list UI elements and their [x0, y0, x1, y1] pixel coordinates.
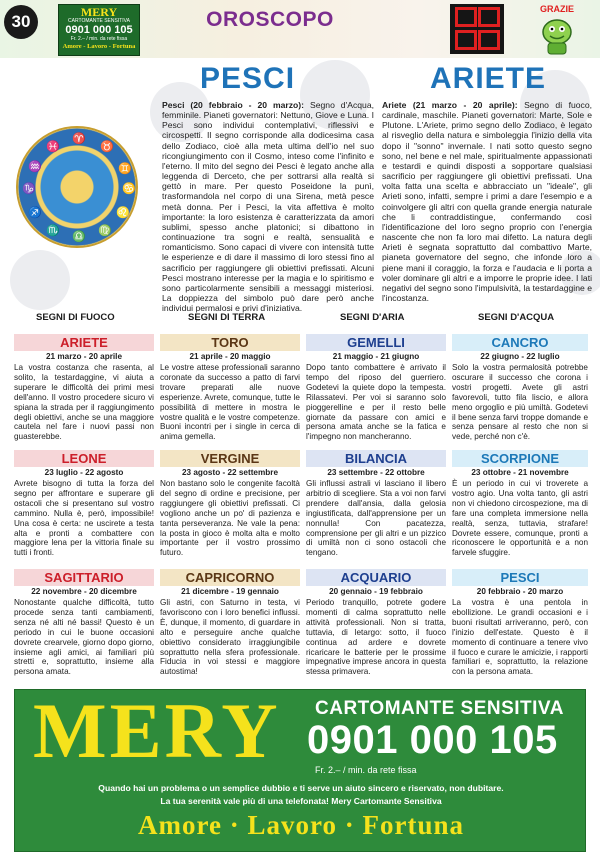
sign-ariete	[14, 334, 154, 442]
sign-text: Solo la vostra permalosità potrebbe oscurare il successo che corona i vostri progetti. Avete gli astri favorevoli, tutto fila liscio, e allora meno orgoglio e più umiltà. Godetevi il bene senza farvi troppe domande e senza pensare al resto che non si vede, perché non c'è.	[452, 363, 588, 442]
banner-subtitle: CARTOMANTE SENSITIVA	[315, 698, 564, 719]
coin-decoration	[10, 250, 70, 310]
pesci-description	[162, 100, 374, 313]
mini-ad-phone: 0901 000 105	[65, 24, 133, 36]
sign-scorpione	[452, 450, 588, 558]
sign-text: Gli influssi astrali vi lasciano il libero arbitrio di scegliere. Sta a voi non farvi prendere dall'ansia, dalla gelosia ingiustificata, dall'apprensione per un nonnulla! Con pacatezza, comprensione per gli altri e un pizzico di umiltà non ci sono ostacoli che tengano.	[306, 479, 446, 558]
sign-gemelli	[306, 334, 446, 442]
sign-dates: 23 ottobre - 21 novembre	[471, 468, 569, 477]
sign-text: Avrete bisogno di tutta la forza del segno per affrontare e superare gli ostacoli che si presentano sul vostro cammino. Nulla è, però, impossibile! Una cosa è certa: ne uscirete a testa alta e pronti a combattere con maggiore lena per la vittoria finale su tutti i fronti.	[14, 479, 154, 558]
sign-capricorno	[160, 569, 300, 677]
sign-dates: 20 gennaio - 19 febbraio	[329, 587, 423, 596]
pesci-intro: Pesci (20 febbraio - 20 marzo):	[162, 100, 305, 110]
sign-name: BILANCIA	[306, 450, 446, 467]
sign-name: LEONE	[14, 450, 154, 467]
sign-text: È un periodo in cui vi troverete a vostro agio. Una volta tanto, gli astri non vi chiedono circospezione, ma di fare una completa immersione nella realtà, senza, tuttavia, strafare! Dovrete essere, comunque, pronti a riconoscere le opportunità e a non farvele sfuggire.	[452, 479, 588, 558]
sign-name: SAGITTARIO	[14, 569, 154, 586]
element-earth-label: SEGNI DI TERRA	[188, 312, 266, 323]
sign-dates: 23 settembre - 22 ottobre	[327, 468, 425, 477]
ariete-intro: Ariete (21 marzo - 20 aprile):	[382, 100, 518, 110]
sign-dates: 21 maggio - 21 giugno	[332, 352, 420, 361]
sign-text: Periodo tranquillo, potrete godere momenti di calma soprattutto nelle attività professionali. Non si tratta, tuttavia, di letargo: sotto, il fuoco continua ad ardere e dovrete ricaricare le batterie per le prossime impegnative imprese ancora in questa stessa primavera.	[306, 598, 446, 677]
sign-text: Gli astri, con Saturno in testa, vi favoriscono con i loro benefici influssi. È, dunque, il momento, di guardare in alto e perseguire anche qualche obiettivo considerato irraggiungibile soprattutto nella sfera professionale. Fiducia in voi stessi e maggiore autostima!	[160, 598, 300, 677]
sign-text: Non bastano solo le congenite facoltà del segno di ordine e precisione, per raggiungere gli obiettivi prefissati. Ci vogliono anche un po' di pazienza e tanta perseveranza. Ne vale la pena: la posta in gioco è molta alta e molto importante per il vostro prossimo futuro.	[160, 479, 300, 558]
sign-dates: 22 novembre - 20 dicembre	[31, 587, 137, 596]
sign-text: La vostra è una pentola in ebollizione. Le grandi occasioni e i buoni risultati arriveranno, però, con l'inizio dell'estate. Questo è il momento di continuare a tenere vivo il fuoco e curare le amicizie, i rapporti familiari e, soprattutto, la relazione con la persona amata.	[452, 598, 588, 677]
banner-line-1: Quando hai un problema o un semplice dubbio e ti serve un aiuto sincero e riservato, non dubitare.	[98, 783, 504, 793]
pesci-text: Segno d'Acqua, femminile. Pianeti governatori: Nettuno, Giove e Luna. I Pesci sono individui contemplativi, riflessivi e circospetti. Il segno corrisponde alla dodicesima casa dello Zodiaco, cioè alla meta ultima dell'io nel suo ricongiungimento con il Cosmo, inteso come l'infinito e l'eterno. Il mito del segno dei Pesci è legato anche alla leggenda di Derceto, che per sottrarsi alla realtà si gettò in mare. Per questo Poseidone la punì, trasformandola nel corpo di una Sirena, metà pesce metà donna. Per i Pesci, la vita affettiva è molto importante: la loro esistenza è caratterizzata da amori sublimi, spesso anche platonici; si dibattono in continuazione tra sogni e realtà, sensualità e romanticismo. Sono capaci di vivere con intensità tutte le esperienze e di dare il massimo di loro stessi fino al sacrificio per raggiungere gli obiettivi prefissati. Alcuni Pesci mostrano interesse per la magia e lo spiritismo e sono particolarmente sensibili a messaggi misteriosi. La doppiezza del simbolo può dare però anche individui permalosi e privi d'iniziativa.	[162, 100, 374, 314]
sign-toro	[160, 334, 300, 442]
ariete-description	[382, 100, 592, 303]
mini-ad-slogan: Amore - Lavoro - Fortuna	[62, 43, 136, 50]
element-fire-label: SEGNI DI FUOCO	[36, 312, 115, 323]
pesci-heading: PESCI	[200, 62, 296, 95]
sign-dates: 20 febbraio - 20 marzo	[476, 587, 564, 596]
sign-leone	[14, 450, 154, 558]
sign-text: Nonostante qualche difficoltà, tutto procede senza tanti cambiamenti, senza né alti né bassi! Questo è un periodo in cui le buone occasioni dovrete crearvele, giorno dopo giorno, insieme agli amici, ai familiari più stretti e, soprattutto, insieme alla persona amata.	[14, 598, 154, 677]
sign-pesci	[452, 569, 588, 677]
page-header	[0, 0, 600, 58]
sign-text: Le vostre attese professionali saranno coronate da successo a patto di farvi trovare preparati alle nuove esperienze. Avrete, comunque, tutte le possibilità di mettere in mostra le vostre qualità e le vostre competenze. Buoni incontri per i single in cerca di anima gemella.	[160, 363, 300, 442]
sign-name: PESCI	[452, 569, 588, 586]
banner-tariff: Fr. 2.– / min. da rete fissa	[315, 765, 417, 775]
logo-5500	[450, 4, 504, 54]
sign-dates: 21 dicembre - 19 gennaio	[181, 587, 279, 596]
banner-line-2: La tua serenità vale più di una telefonata! Mery Cartomante Sensitiva	[160, 796, 442, 806]
mery-ad-banner[interactable]	[14, 689, 586, 852]
sign-dates: 22 giugno - 22 luglio	[480, 352, 560, 361]
sign-dates: 21 marzo - 20 aprile	[46, 352, 122, 361]
sign-name: ACQUARIO	[306, 569, 446, 586]
cartoon-logo	[522, 2, 592, 56]
sign-dates: 21 aprile - 20 maggio	[189, 352, 271, 361]
mini-ad-subtitle: CARTOMANTE SENSITIVA	[68, 18, 130, 24]
mini-ad-tariff: Fr. 2.– / min. da rete fissa	[70, 36, 128, 42]
sign-text: La vostra costanza che rasenta, al solito, la testardaggine, vi aiuta a superare le difficoltà dei primi mesi dell'anno. Il vostro procedere sicuro vi spiana la strada per il raggiungimento degli obiettivi, anche se una maggiore cautela nel fare i nuovi passi non guasterebbe.	[14, 363, 154, 442]
sign-name: CANCRO	[452, 334, 588, 351]
sign-name: VERGINE	[160, 450, 300, 467]
sign-name: SCORPIONE	[452, 450, 588, 467]
sign-name: GEMELLI	[306, 334, 446, 351]
sign-dates: 23 luglio - 22 agosto	[44, 468, 124, 477]
sign-text: Dopo tanto combattere è arrivato il tempo del riposo del guerriero. Godetevi la quiete dopo la tempesta. Rilassatevi. Per voi si saranno solo pioggerelline e per il resto belle giornate da passare con amici e persona amata anche se la fatica e l'impegno non mancheranno.	[306, 363, 446, 442]
mini-ad	[58, 4, 140, 56]
ariete-heading: ARIETE	[430, 62, 547, 95]
sign-bilancia	[306, 450, 446, 558]
sign-name: CAPRICORNO	[160, 569, 300, 586]
mini-ad-name: MERY	[80, 5, 118, 19]
sign-sagittario	[14, 569, 154, 677]
banner-slogan: Amore · Lavoro · Fortuna	[138, 810, 464, 840]
cartoon-label: GRAZIE	[539, 4, 575, 14]
sign-name: TORO	[160, 334, 300, 351]
page-number: 30	[4, 5, 38, 39]
zodiac-wheel-image: ♈ ♉ ♊ ♋ ♌ ♍ ♎ ♏ ♐ ♑ ♒ ♓	[18, 128, 136, 246]
sign-dates: 23 agosto - 22 settembre	[181, 468, 278, 477]
ariete-text: Segno di fuoco, cardinale, maschile. Pianeti governatori: Marte, Sole e Plutone. L'Ariete, primo segno dello Zodiaco, è legato al risveglio della natura e simboleggia l'inizio della vita dopo il "sonno" invernale. I nati sotto questo segno sono, nel bene e nel male, spiritualmente appassionati e testardi e quindi disposti a sopportare qualsiasi sacrificio per raggiungere gli obiettivi prefissati. Una volta fatta una scelta e abbracciato un "ideale", gli Arieti sono, infatti, sempre i primi a dare l'esempio e a coinvolgere gli altri con quella grande energia naturale che li contraddistingue, confermando così l'identificazione del loro segno proprio con l'energia nascente che non fa loro mai difetto. La natura degli Arieti è segnata soprattutto dal combattivo Marte, pianeta governatore del segno, che infonde loro a piene mani il coraggio, la forza e l'audacia e li porta a voler dominare gli altri e a imporre le proprie idee. I lati negativi del segno sono l'impulsività, la testardaggine e l'incostanza.	[382, 100, 592, 303]
element-air-label: SEGNI D'ARIA	[340, 312, 405, 323]
sign-name: ARIETE	[14, 334, 154, 351]
banner-phone[interactable]: 0901 000 105	[307, 718, 558, 762]
sign-vergine	[160, 450, 300, 558]
element-water-label: SEGNI D'ACQUA	[478, 312, 555, 323]
sign-cancro	[452, 334, 588, 442]
page-title: OROSCOPO	[206, 8, 334, 31]
banner-name: MERY	[33, 687, 281, 774]
sign-acquario	[306, 569, 446, 677]
